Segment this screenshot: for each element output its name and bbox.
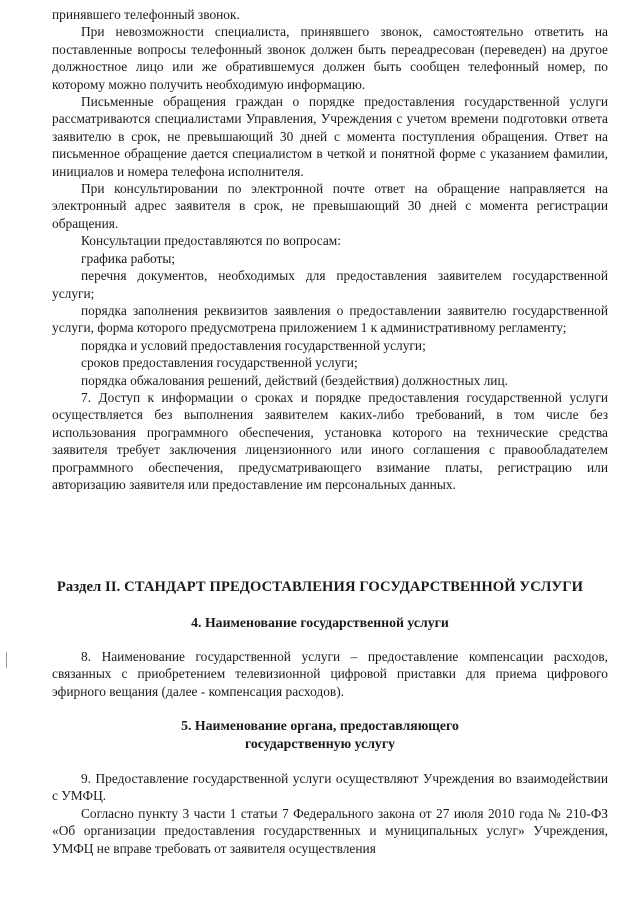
list-item: перечня документов, необходимых для предоставления заявителем государственной услуги; [52,268,608,301]
subsection-5-title-line1: 5. Наименование органа, предоставляющего [181,718,459,733]
list-item: порядка обжалования решений, действий (бездействия) должностных лиц. [81,372,508,388]
paragraph-8: 8. Наименование государственной услуги – предоставление компенсации расходов, связанных с приобретением телевизионной цифровой приставки для приема цифрового эфирного вещания (далее - компенсация расходов). [52,649,608,699]
document-body-section4 [52,648,608,700]
document-body-top [52,6,608,493]
paragraph-9: 9. Предоставление государственной услуги осуществляют Учреждения во взаимодействии с УМФЦ. [52,771,608,804]
section-title: Раздел II. СТАНДАРТ ПРЕДОСТАВЛЕНИЯ ГОСУДАРСТВЕННОЙ УСЛУГИ [56,579,584,595]
list-item: сроков предоставления государственной услуги; [81,355,358,371]
paragraph-7: 7. Доступ к информации о сроках и порядке предоставления государственной услуги осуществляется без выполнения заявителем каких-либо требований, в том числе без использования программного обеспечения, установка которого на технические средства заявителя требует заключения лицензионного или иного соглашения с правообладателем программного обеспечения, предусматривающего взимание платы, регистрацию или авторизацию заявителя или предоставление им персональных данных. [52,389,608,492]
paragraph-redirect-call: При невозможности специалиста, принявшего звонок, самостоятельно ответить на поставленные вопросы телефонный звонок должен быть переадресован (переведен) на другое должностное лицо или же обратившемуся должен быть сообщен телефонный номер, по которому можно получить необходимую информацию. [52,24,608,92]
document-body-section5 [52,770,608,857]
subsection-5-title [0,717,640,753]
subsection-5-title-line2: государственную услугу [244,736,395,751]
margin-mark [6,652,7,668]
paragraph-9-continuation: Согласно пункту 3 части 1 статьи 7 Федерального закона от 27 июля 2010 года № 210-ФЗ «Об организации предоставления государственных и муниципальных услуг» Учреждения, УМФЦ не вправе требовать от заявителя осуществления [52,805,608,856]
paragraph-email-consult: При консультировании по электронной почте ответ на обращение направляется на электронный адрес заявителя в срок, не превышающий 30 дней с момента регистрации обращения. [52,181,608,231]
paragraph-continuation: принявшего телефонный звонок. [52,7,240,22]
paragraph-consult-topics: Консультации предоставляются по вопросам: [81,233,342,249]
subsection-4-title: 4. Наименование государственной услуги [191,615,449,630]
paragraph-written-requests: Письменные обращения граждан о порядке предоставления государственной услуги рассматриваются специалистами Управления, Учреждения с учетом времени подготовки ответа заявителю в срок, не превышающий 30 дней с момента поступления обращения. Ответ на письменное обращение дается специалистом в четкой и понятной форме с указанием фамилии, инициалов и номера телефона исполнителя. [52,94,608,179]
list-item: порядка заполнения реквизитов заявления о предоставлении заявителю государственной услуги, форма которого предусмотрена приложением 1 к административному регламенту; [52,302,608,336]
list-item: графика работы; [81,250,176,266]
list-item: порядка и условий предоставления государственной услуги; [81,337,426,353]
